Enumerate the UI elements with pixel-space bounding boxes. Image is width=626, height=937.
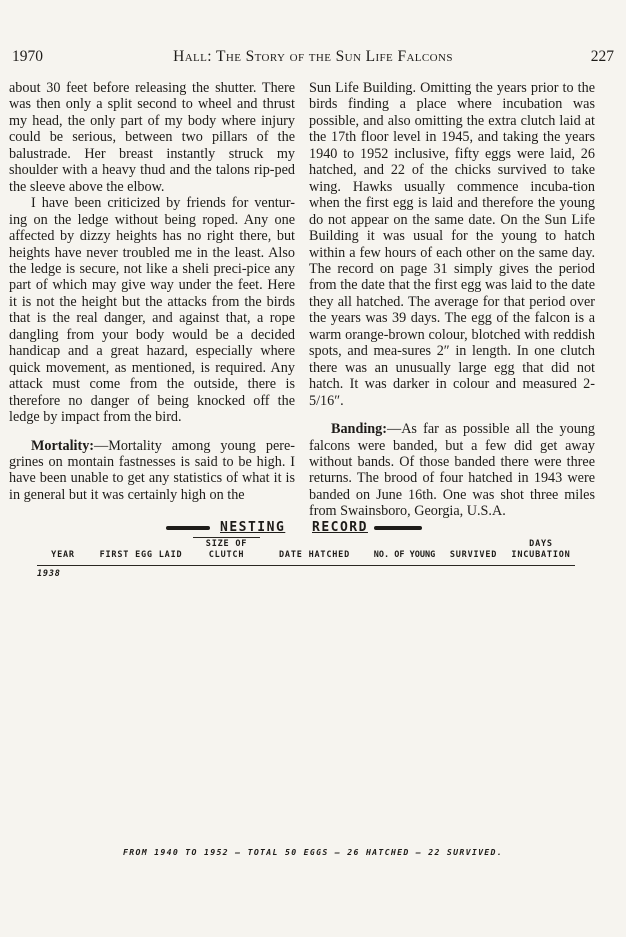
table-title-nesting: NESTING bbox=[220, 520, 286, 535]
running-header bbox=[12, 48, 614, 68]
left-column bbox=[9, 80, 295, 503]
banding-heading: Banding: bbox=[331, 421, 387, 438]
paragraph: about 30 feet before releasing the shutter. There was then only a split second to wheel and thrust my head, the only part of my body where injury could be serious, between two pillars of the balustrade. Her breast instantly struck my shoulder with a heavy thud and the talons rip-ped the sleeve above the elbow. bbox=[9, 80, 295, 195]
mortality-paragraph bbox=[9, 438, 295, 504]
title-rule-right bbox=[374, 526, 422, 530]
table-title-record: RECORD bbox=[312, 520, 368, 535]
header-year: YEAR bbox=[51, 550, 75, 560]
table-rule bbox=[193, 537, 260, 538]
header-year: 1970 bbox=[12, 48, 43, 65]
banding-text: —As far as possible all the young falcons were banded, but a few did get away without bands. Of those banded there were three returns. The brood of four hatched in 1943 were banded on June 16th. One was shot three miles from Swainsboro, Georgia, U.S.A. bbox=[309, 421, 595, 520]
header-date-hatched: DATE HATCHED bbox=[278, 550, 350, 560]
header-survived: SURVIVED bbox=[449, 550, 498, 560]
header-days-top: DAYS bbox=[529, 539, 553, 549]
paragraph: I have been criticized by friends for ventur-ing on the ledge without being roped. Any one affected by dizzy heights has no right there, but heights have never troubled me in the least. Also the ledge is secure, not like a sheli preci-pice any part of which may give way under the feet. Here it is not the height but the attacks from the birds that is the real danger, and against that, a rope dangling from your body would be a decided handicap and a great hazard, especially where quick movement, as mentioned, is required. Any attack must come from the outside, there is therefore no danger of being knocked off the ledge by impact from the bird. bbox=[9, 195, 295, 426]
header-first-egg: FIRST EGG LAID bbox=[99, 550, 183, 560]
header-title: Hall: The Story of the Sun Life Falcons bbox=[173, 48, 453, 65]
paragraph: Sun Life Building. Omitting the years prior to the birds finding a place where incubation was possible, and also omitting the extra clutch laid at the 17th floor level in 1945, and taking the years 1940 to 1952 inclusive, fifty eggs were laid, 26 hatched, and 22 of the chicks survived to take wing. Hawks usually commence incuba-tion when the first egg is laid and therefore the young do not appear on the same date. On the Sun Life Building it was usual for the young to hatch within a few hours of each other on the same day. The record on page 31 simply gives the period from the date that the first egg was laid to the date they all hatched. The average for that period over the years was 39 days. The egg of the falcon is a warm orange-brown colour, blotched with reddish spots, and mea-sures 2″ in length. In one clutch there was an unusually large egg that did not hatch. It was darker in colour and measured 2-5/16″. bbox=[309, 80, 595, 409]
header-clutch-bottom: CLUTCH bbox=[208, 550, 245, 560]
header-young: NO. OF YOUNG bbox=[373, 550, 436, 560]
title-rule-left bbox=[166, 526, 210, 530]
table-title bbox=[0, 520, 626, 538]
page-number: 227 bbox=[590, 48, 614, 65]
nesting-record-table bbox=[37, 541, 575, 839]
banding-paragraph bbox=[309, 421, 595, 520]
mortality-text: —Mortality among young pere-grines on montain fastnesses is said to be high. I have been unable to get any statistics of what it is in general but it was certainly high on the bbox=[9, 437, 295, 503]
table-rule bbox=[37, 565, 575, 566]
table-footer: FROM 1940 TO 1952 — TOTAL 50 EGGS — 26 HATCHED — 22 SURVIVED. bbox=[123, 847, 503, 857]
header-days-bottom: INCUBATION bbox=[511, 550, 571, 560]
right-column bbox=[309, 80, 595, 520]
header-clutch-top: SIZE OF bbox=[205, 539, 248, 549]
cell-year: 1938 bbox=[37, 569, 61, 579]
mortality-heading: Mortality: bbox=[31, 437, 95, 454]
